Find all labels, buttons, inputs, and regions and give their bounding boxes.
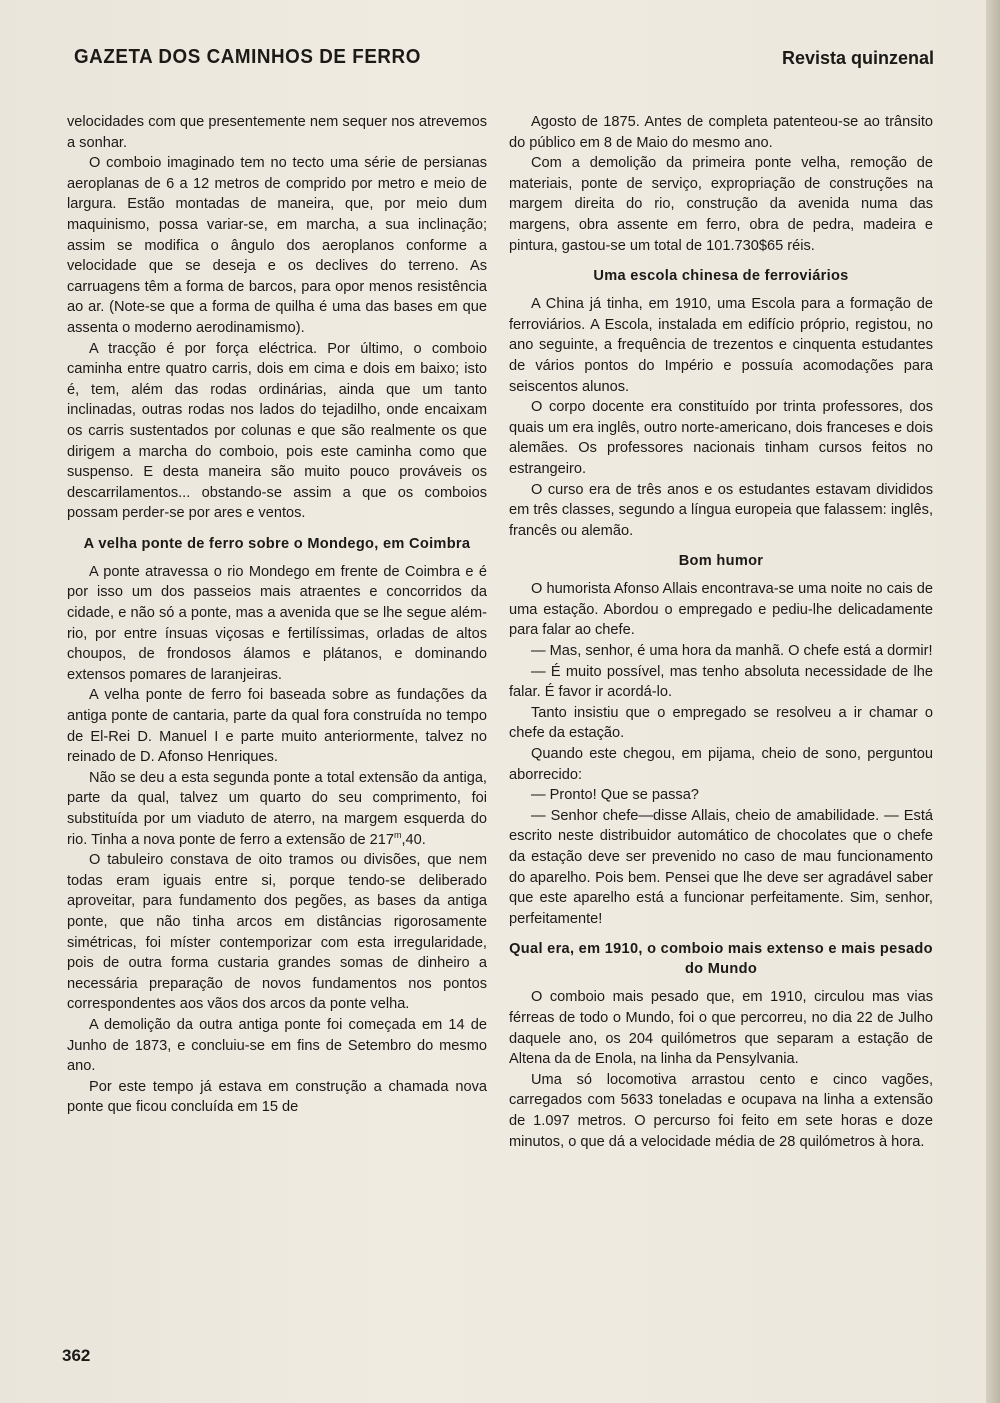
- paragraph: A ponte atravessa o rio Mondego em frente de Coimbra e é por isso um dos passeios mais atraentes e concorridos da cidade, e não só a ponte, mas a avenida que se lhe segue além-rio, por entre ínsuas viçosas e fertilíssimas, orladas de altos choupos, de frondosos álamos e plátanos, e dominando extensos pomares de laranjeiras.: [67, 563, 487, 683]
- paragraph: A velha ponte de ferro foi baseada sobre as fundações da antiga ponte de cantaria, parte da qual fora construída no tempo de El-Rei D. Manuel I e parte muito anteriormente, talvez no reinado de D. Afonso Henriques.: [67, 687, 487, 766]
- paragraph: velocidades com que presentemente nem sequer nos atrevemos a sonhar.: [67, 114, 487, 151]
- paragraph: Uma só locomotiva arrastou cento e cinco vagões, carregados com 5633 toneladas e ocupava na linha a extensão de 1.097 metros. O percurso foi feito em sete horas e doze minutos, o que dá a velocidade média de 28 quilómetros à hora.: [509, 1071, 933, 1150]
- paragraph: Tanto insistiu que o empregado se resolveu a ir chamar o chefe da estação.: [509, 704, 933, 742]
- page-header: [74, 46, 934, 76]
- paragraph: A China já tinha, em 1910, uma Escola para a formação de ferroviários. A Escola, instalada em edifício próprio, registou, no ano seguinte, a frequência de trezentos e cinquenta estudantes de vários pontos do Império e possuía acomodações para seiscentos alunos.: [509, 296, 933, 395]
- paragraph: O comboio mais pesado que, em 1910, circulou mas vias férreas de todo o Mundo, foi o que percorreu, no dia 22 de Julho daquele ano, os 204 quilómetros que separam a estação de Altena da de Enola, na linha da Pensylvania.: [509, 989, 933, 1068]
- paragraph: Quando este chegou, em pijama, cheio de sono, perguntou aborrecido:: [509, 746, 933, 783]
- section-heading-comboio: Qual era, em 1910, o comboio mais extenso e mais pesado do Mundo: [509, 941, 933, 978]
- paragraph: — Pronto! Que se passa?: [531, 787, 699, 804]
- paragraph-text-end: ,40.: [401, 831, 426, 848]
- paragraph-text: Não se deu a esta segunda ponte a total extensão da antiga, parte da qual, talvez um quarto do seu comprimento, foi substituída por um viaduto de aterro, na margem esquerda do rio. Tinha a nova ponte de ferro a extensão de 217: [67, 769, 487, 848]
- paragraph: O corpo docente era constituído por trinta professores, dos quais um era inglês, outro norte-americano, dois franceses e dois alemães. Os professores nacionais tinham cursos feitos no estrangeiro.: [509, 399, 933, 477]
- paragraph: O humorista Afonso Allais encontrava-se uma noite no cais de uma estação. Abordou o empregado e pediu-lhe delicadamente para falar ao chefe.: [509, 581, 933, 639]
- paragraph: Agosto de 1875. Antes de completa patenteou-se ao trânsito do público em 8 de Maio do mesmo ano.: [509, 114, 933, 151]
- publication-frequency: Revista quinzenal: [781, 48, 934, 68]
- paragraph: O curso era de três anos e os estudantes estavam divididos em três classes, segundo a língua europeia que falassem: inglês, francês ou alemão.: [509, 481, 933, 539]
- paragraph: — É muito possível, mas tenho absoluta necessidade de lhe falar. É favor ir acordá-lo.: [509, 663, 933, 701]
- paragraph: O comboio imaginado tem no tecto uma série de persianas aeroplanas de 6 a 12 metros de comprido por metro e meio de largura. Estão montadas de maneira, que, por meio dum maquinismo, possa variar-se, em marcha, a sua inclinação; assim se modifica o ângulo dos aeroplanos conforme a velocidade que se deseja e os declives do terreno. As carruagens têm a forma de barcos, para opor menos resistência ao ar. (Note-se que a forma de quilha é uma das bases em que assenta o moderno aerodinamismo).: [67, 155, 487, 336]
- left-column: [67, 112, 487, 1118]
- paragraph: — Senhor chefe—disse Allais, cheio de amabilidade. — Está escrito neste distribuidor automático de chocolates que o chefe da estação deve ser prevenido no caso de mau funcionamento do aparelho. Pois bem. Pensei que lhe deve ser agradável saber que este aparelho está a funcionar perfeitamente. Sim, senhor, perfeitamente!: [509, 807, 933, 927]
- paragraph: A tracção é por força eléctrica. Por último, o comboio caminha entre quatro carris, dois em cima e dois em baixo; isto é, tem, além das rodas ordinárias, ainda que um tanto inclinadas, outras rodas nos lados do tejadilho, onde encaixam os carris sustentados por colunas e que são realmente os que dirigem a marcha do comboio, pois este caminha como que suspenso. E desta maneira são muito pouco prováveis os descarrilamentos... obstando-se assim a que os comboios possam perder-se por ares e ventos.: [67, 340, 487, 522]
- section-heading-humor: Bom humor: [678, 553, 764, 570]
- publication-title: GAZETA DOS CAMINHOS DE FERRO: [74, 46, 421, 68]
- paragraph: O tabuleiro constava de oito tramos ou divisões, que nem todas eram iguais entre si, porque tendo-se deliberado aproveitar, para fundamento dos pegões, as bases da antiga ponte, que não tinha arcos em distâncias rigorosamente simétricas, foi míster contemporizar com esta irregularidade, pois de outra forma custaria grandes somas de dinheiro a necessária preparação de novos fundamentos nos pontos correspondentes aos vãos dos arcos da ponte velha.: [67, 852, 487, 1013]
- page-edge: [986, 0, 1000, 1403]
- paragraph: [67, 768, 487, 850]
- paragraph: — Mas, senhor, é uma hora da manhã. O chefe está a dormir!: [531, 643, 933, 660]
- paragraph: Por este tempo já estava em construção a chamada nova ponte que ficou concluída em 15 de: [67, 1078, 487, 1116]
- paragraph: Com a demolição da primeira ponte velha, remoção de materiais, ponte de serviço, expropriação de construções na margem direita do rio, construção da avenida numa das margens, obra assente em ferro, obra de pedra, madeira e pintura, gastou-se um total de 101.730$65 réis.: [509, 155, 933, 254]
- right-column: [509, 112, 933, 1152]
- paragraph: A demolição da outra antiga ponte foi começada em 14 de Junho de 1873, e concluiu-se em fins de Setembro do mesmo ano.: [67, 1016, 487, 1075]
- page-number: 362: [62, 1346, 91, 1365]
- superscript: m: [393, 829, 402, 840]
- section-heading-escola: Uma escola chinesa de ferroviários: [593, 268, 849, 285]
- section-heading-ponte: A velha ponte de ferro sobre o Mondego, em Coimbra: [83, 535, 471, 552]
